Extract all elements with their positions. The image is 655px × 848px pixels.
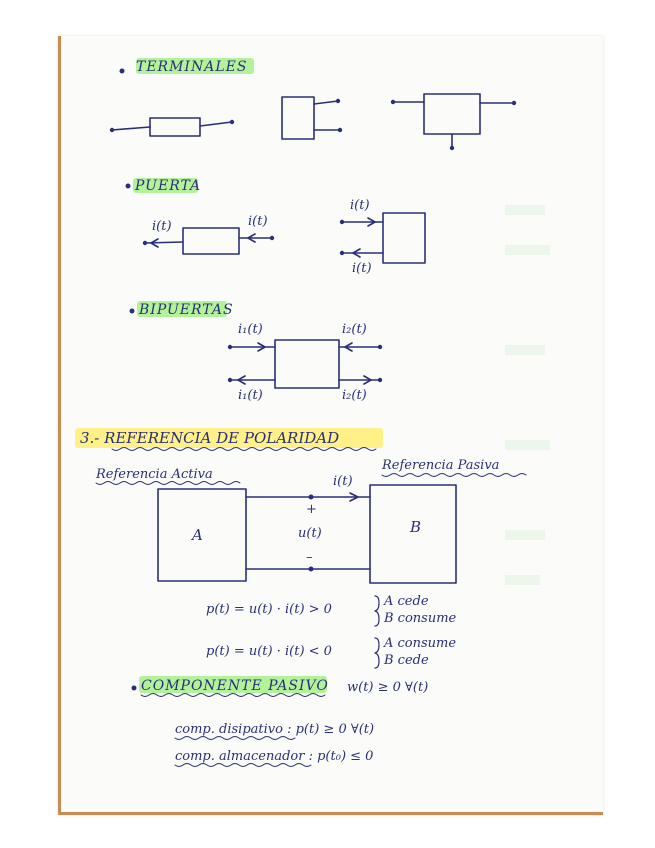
heading-terminales: TERMINALES	[136, 59, 248, 75]
terminal-box-symbol	[282, 97, 342, 139]
terminal-two-pole-symbol	[110, 118, 234, 136]
voltage-label: u(t)	[298, 526, 322, 541]
puerta-right-current: i(t)	[248, 214, 268, 229]
eq1-b-consume: B consume	[384, 611, 457, 626]
bipuerta-i1-top: i₁(t)	[238, 322, 263, 337]
bipuerta-i2-bottom: i₂(t)	[342, 388, 367, 403]
puerta-top-current: i(t)	[350, 198, 370, 213]
bleed-through-marks	[505, 205, 550, 585]
bullet	[132, 686, 137, 691]
box-a-label: A	[192, 526, 203, 544]
comp-disipativo: comp. disipativo : p(t) ≥ 0 ∀(t)	[175, 722, 375, 737]
heading-polaridad: 3.- REFERENCIA DE POLARIDAD	[80, 429, 340, 447]
eq2-a-consume: A consume	[384, 636, 457, 651]
bipuerta-i2-top: i₂(t)	[342, 322, 367, 337]
puerta-vertical-symbol	[340, 213, 425, 263]
heading-bipuertas: BIPUERTAS	[139, 302, 234, 318]
ref-pasiva-label: Referencia Pasiva	[382, 458, 500, 473]
bullet	[130, 309, 135, 314]
bipuerta-i1-bottom: i₁(t)	[238, 388, 263, 403]
bipuerta-symbol	[228, 340, 382, 388]
equation-positive: p(t) = u(t) · i(t) > 0	[206, 602, 332, 617]
comp-almacenador: comp. almacenador : p(t₀) ≤ 0	[175, 749, 374, 764]
equation-negative: p(t) = u(t) · i(t) < 0	[206, 644, 332, 659]
eq1-a-cede: A cede	[384, 594, 429, 609]
componente-condition: w(t) ≥ 0 ∀(t)	[347, 680, 429, 695]
bullet	[126, 184, 131, 189]
plus-sign: +	[306, 502, 317, 517]
puerta-bottom-current: i(t)	[352, 261, 372, 276]
box-b-label: B	[410, 518, 422, 536]
puerta-left-current: i(t)	[152, 219, 172, 234]
bullet	[120, 69, 125, 74]
eq2-b-cede: B cede	[384, 653, 429, 668]
terminal-three-pole-symbol	[391, 94, 516, 150]
heading-puerta: PUERTA	[135, 178, 202, 194]
heading-componente: COMPONENTE PASIVO	[141, 678, 329, 694]
minus-sign: –	[306, 550, 313, 565]
polaridad-current: i(t)	[333, 474, 353, 489]
ref-activa-label: Referencia Activa	[96, 467, 213, 482]
